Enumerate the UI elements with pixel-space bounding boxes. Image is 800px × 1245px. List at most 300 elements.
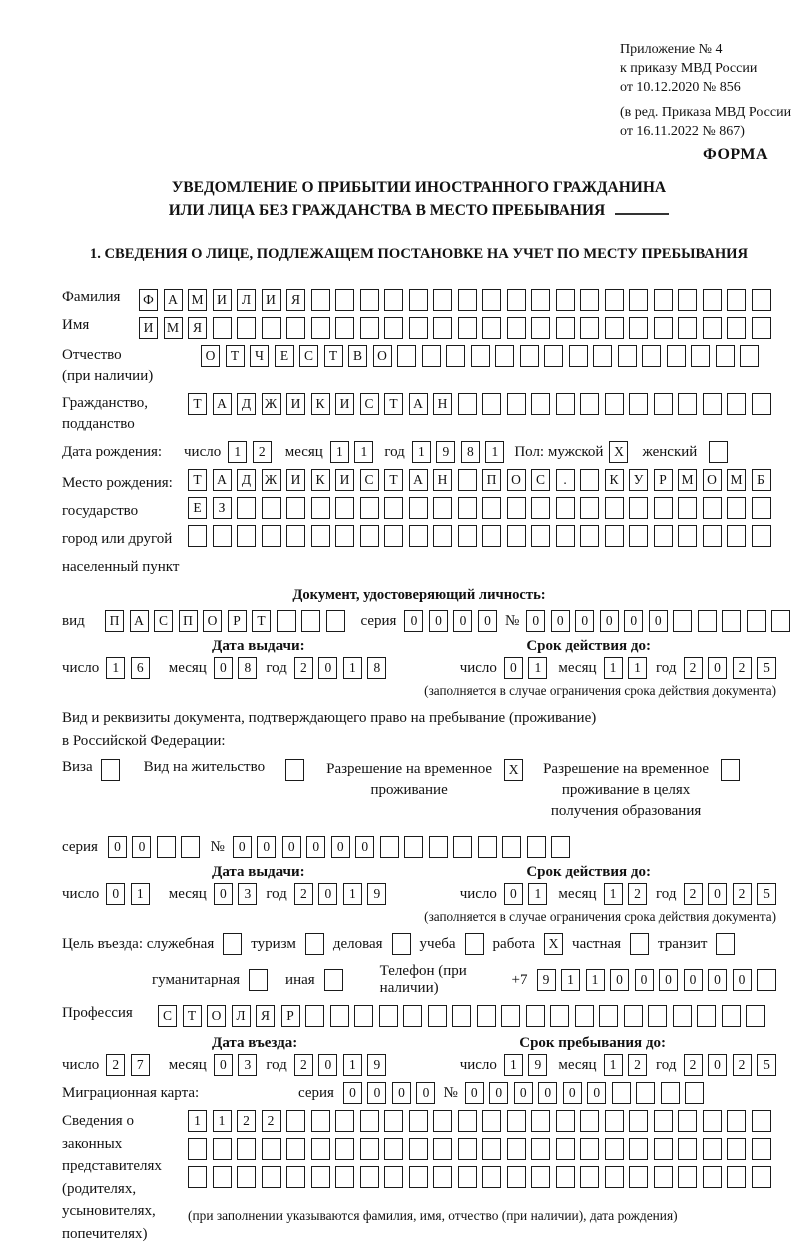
char-cell[interactable]	[556, 1138, 575, 1160]
char-cell[interactable]: 2	[684, 1054, 703, 1076]
char-cell[interactable]: О	[207, 1005, 226, 1027]
char-cell[interactable]: Л	[237, 289, 256, 311]
char-cell[interactable]: 0	[214, 1054, 233, 1076]
char-cell[interactable]	[531, 289, 550, 311]
char-cell[interactable]	[703, 1138, 722, 1160]
char-cell[interactable]	[722, 1005, 741, 1027]
char-cell[interactable]	[752, 317, 771, 339]
char-cell[interactable]: И	[286, 393, 305, 415]
char-cell[interactable]	[629, 317, 648, 339]
char-cell[interactable]	[612, 1082, 631, 1104]
char-cell[interactable]	[678, 525, 697, 547]
char-cell[interactable]	[629, 393, 648, 415]
char-cell[interactable]	[630, 933, 649, 955]
char-cell[interactable]	[716, 345, 735, 367]
char-cell[interactable]	[237, 317, 256, 339]
char-cell[interactable]	[618, 345, 637, 367]
char-cell[interactable]: 1	[604, 657, 623, 679]
char-cell[interactable]: С	[531, 469, 550, 491]
char-cell[interactable]	[482, 1166, 501, 1188]
char-cell[interactable]: А	[213, 469, 232, 491]
char-cell[interactable]	[465, 933, 484, 955]
char-cell[interactable]	[654, 497, 673, 519]
char-cell[interactable]	[531, 525, 550, 547]
char-cell[interactable]: Я	[286, 289, 305, 311]
char-cell[interactable]: 0	[132, 836, 151, 858]
char-cell[interactable]	[237, 1166, 256, 1188]
char-cell[interactable]: З	[213, 497, 232, 519]
char-cell[interactable]: 0	[538, 1082, 557, 1104]
char-cell[interactable]	[716, 933, 735, 955]
char-cell[interactable]	[286, 525, 305, 547]
char-cell[interactable]: 2	[628, 1054, 647, 1076]
char-cell[interactable]	[703, 393, 722, 415]
char-cell[interactable]	[213, 1166, 232, 1188]
char-cell[interactable]	[285, 759, 304, 781]
char-cell[interactable]: О	[201, 345, 220, 367]
char-cell[interactable]: П	[105, 610, 124, 632]
char-cell[interactable]: Р	[281, 1005, 300, 1027]
char-cell[interactable]: X	[504, 759, 523, 781]
char-cell[interactable]: С	[360, 469, 379, 491]
char-cell[interactable]	[458, 1166, 477, 1188]
char-cell[interactable]	[392, 933, 411, 955]
char-cell[interactable]	[458, 469, 477, 491]
char-cell[interactable]	[458, 393, 477, 415]
char-cell[interactable]	[673, 610, 692, 632]
char-cell[interactable]	[678, 393, 697, 415]
char-cell[interactable]	[747, 610, 766, 632]
char-cell[interactable]	[569, 345, 588, 367]
char-cell[interactable]	[673, 1005, 692, 1027]
char-cell[interactable]: Ж	[262, 469, 281, 491]
char-cell[interactable]	[335, 317, 354, 339]
char-cell[interactable]	[667, 345, 686, 367]
char-cell[interactable]: Я	[188, 317, 207, 339]
char-cell[interactable]: 0	[465, 1082, 484, 1104]
char-cell[interactable]	[654, 317, 673, 339]
char-cell[interactable]: А	[409, 393, 428, 415]
char-cell[interactable]	[752, 1110, 771, 1132]
char-cell[interactable]	[237, 497, 256, 519]
char-cell[interactable]	[157, 836, 176, 858]
char-cell[interactable]: П	[179, 610, 198, 632]
char-cell[interactable]	[409, 1166, 428, 1188]
char-cell[interactable]: 1	[528, 657, 547, 679]
char-cell[interactable]: Е	[188, 497, 207, 519]
char-cell[interactable]	[685, 1082, 704, 1104]
char-cell[interactable]	[507, 497, 526, 519]
char-cell[interactable]: М	[678, 469, 697, 491]
char-cell[interactable]	[648, 1005, 667, 1027]
char-cell[interactable]	[507, 1166, 526, 1188]
char-cell[interactable]	[433, 1110, 452, 1132]
char-cell[interactable]	[482, 1138, 501, 1160]
char-cell[interactable]	[409, 525, 428, 547]
char-cell[interactable]: Л	[232, 1005, 251, 1027]
char-cell[interactable]: У	[629, 469, 648, 491]
char-cell[interactable]	[678, 1138, 697, 1160]
char-cell[interactable]: Ж	[262, 393, 281, 415]
char-cell[interactable]: 0	[526, 610, 545, 632]
char-cell[interactable]	[642, 345, 661, 367]
char-cell[interactable]: 0	[684, 969, 703, 991]
char-cell[interactable]	[458, 1138, 477, 1160]
char-cell[interactable]	[384, 317, 403, 339]
char-cell[interactable]	[501, 1005, 520, 1027]
char-cell[interactable]	[654, 1166, 673, 1188]
char-cell[interactable]: 2	[684, 657, 703, 679]
char-cell[interactable]	[409, 497, 428, 519]
char-cell[interactable]	[605, 1110, 624, 1132]
char-cell[interactable]: 0	[214, 657, 233, 679]
char-cell[interactable]	[531, 1166, 550, 1188]
char-cell[interactable]: 0	[504, 657, 523, 679]
char-cell[interactable]	[526, 1005, 545, 1027]
char-cell[interactable]	[752, 525, 771, 547]
char-cell[interactable]	[249, 969, 268, 991]
char-cell[interactable]: О	[507, 469, 526, 491]
char-cell[interactable]: С	[360, 393, 379, 415]
char-cell[interactable]	[403, 1005, 422, 1027]
char-cell[interactable]	[575, 1005, 594, 1027]
char-cell[interactable]	[727, 317, 746, 339]
char-cell[interactable]: Т	[188, 469, 207, 491]
char-cell[interactable]: X	[544, 933, 563, 955]
char-cell[interactable]: 0	[367, 1082, 386, 1104]
char-cell[interactable]	[629, 525, 648, 547]
char-cell[interactable]	[709, 441, 728, 463]
char-cell[interactable]	[262, 1166, 281, 1188]
char-cell[interactable]: С	[299, 345, 318, 367]
char-cell[interactable]	[599, 1005, 618, 1027]
char-cell[interactable]	[360, 1110, 379, 1132]
char-cell[interactable]	[605, 1138, 624, 1160]
char-cell[interactable]	[262, 1138, 281, 1160]
char-cell[interactable]: Е	[275, 345, 294, 367]
char-cell[interactable]	[213, 1138, 232, 1160]
char-cell[interactable]	[580, 393, 599, 415]
char-cell[interactable]: 1	[343, 1054, 362, 1076]
char-cell[interactable]	[384, 525, 403, 547]
char-cell[interactable]	[324, 969, 343, 991]
char-cell[interactable]: 1	[604, 883, 623, 905]
char-cell[interactable]	[740, 345, 759, 367]
char-cell[interactable]: 0	[551, 610, 570, 632]
char-cell[interactable]: 9	[528, 1054, 547, 1076]
char-cell[interactable]	[311, 525, 330, 547]
char-cell[interactable]	[746, 1005, 765, 1027]
char-cell[interactable]: 0	[733, 969, 752, 991]
char-cell[interactable]: 1	[354, 441, 373, 463]
char-cell[interactable]: 0	[635, 969, 654, 991]
char-cell[interactable]	[286, 1110, 305, 1132]
char-cell[interactable]	[330, 1005, 349, 1027]
char-cell[interactable]: 1	[188, 1110, 207, 1132]
char-cell[interactable]: 1	[131, 883, 150, 905]
char-cell[interactable]	[433, 525, 452, 547]
char-cell[interactable]	[453, 836, 472, 858]
char-cell[interactable]	[507, 289, 526, 311]
char-cell[interactable]	[703, 525, 722, 547]
char-cell[interactable]: Т	[384, 393, 403, 415]
char-cell[interactable]: 0	[404, 610, 423, 632]
char-cell[interactable]: 0	[214, 883, 233, 905]
char-cell[interactable]	[335, 497, 354, 519]
char-cell[interactable]	[556, 497, 575, 519]
char-cell[interactable]	[580, 317, 599, 339]
char-cell[interactable]	[379, 1005, 398, 1027]
char-cell[interactable]	[654, 289, 673, 311]
char-cell[interactable]	[580, 1166, 599, 1188]
char-cell[interactable]: Т	[226, 345, 245, 367]
char-cell[interactable]	[433, 1166, 452, 1188]
char-cell[interactable]	[262, 525, 281, 547]
char-cell[interactable]: К	[605, 469, 624, 491]
char-cell[interactable]	[458, 525, 477, 547]
char-cell[interactable]	[654, 525, 673, 547]
char-cell[interactable]: 1	[228, 441, 247, 463]
char-cell[interactable]: 0	[331, 836, 350, 858]
char-cell[interactable]	[429, 836, 448, 858]
char-cell[interactable]: 0	[392, 1082, 411, 1104]
char-cell[interactable]	[311, 1166, 330, 1188]
char-cell[interactable]	[384, 289, 403, 311]
char-cell[interactable]	[311, 317, 330, 339]
char-cell[interactable]	[428, 1005, 447, 1027]
char-cell[interactable]: 1	[412, 441, 431, 463]
char-cell[interactable]	[409, 1138, 428, 1160]
char-cell[interactable]	[727, 393, 746, 415]
char-cell[interactable]	[477, 1005, 496, 1027]
char-cell[interactable]: Т	[183, 1005, 202, 1027]
char-cell[interactable]	[697, 1005, 716, 1027]
char-cell[interactable]: 2	[684, 883, 703, 905]
char-cell[interactable]	[629, 1138, 648, 1160]
char-cell[interactable]	[101, 759, 120, 781]
char-cell[interactable]	[544, 345, 563, 367]
char-cell[interactable]	[629, 289, 648, 311]
char-cell[interactable]	[237, 525, 256, 547]
char-cell[interactable]	[550, 1005, 569, 1027]
char-cell[interactable]	[727, 1138, 746, 1160]
char-cell[interactable]	[335, 1166, 354, 1188]
char-cell[interactable]: 2	[294, 883, 313, 905]
char-cell[interactable]: 0	[563, 1082, 582, 1104]
char-cell[interactable]: И	[286, 469, 305, 491]
char-cell[interactable]	[409, 289, 428, 311]
char-cell[interactable]	[556, 289, 575, 311]
char-cell[interactable]	[433, 1138, 452, 1160]
char-cell[interactable]	[580, 525, 599, 547]
char-cell[interactable]: Р	[654, 469, 673, 491]
char-cell[interactable]: 0	[575, 610, 594, 632]
char-cell[interactable]: 0	[708, 1054, 727, 1076]
char-cell[interactable]: 0	[624, 610, 643, 632]
char-cell[interactable]: 8	[367, 657, 386, 679]
char-cell[interactable]	[703, 289, 722, 311]
char-cell[interactable]: 1	[586, 969, 605, 991]
char-cell[interactable]: А	[164, 289, 183, 311]
char-cell[interactable]: К	[311, 469, 330, 491]
char-cell[interactable]: 5	[757, 657, 776, 679]
char-cell[interactable]: С	[158, 1005, 177, 1027]
char-cell[interactable]	[580, 469, 599, 491]
char-cell[interactable]	[482, 289, 501, 311]
char-cell[interactable]: И	[139, 317, 158, 339]
char-cell[interactable]	[752, 289, 771, 311]
char-cell[interactable]: 0	[416, 1082, 435, 1104]
char-cell[interactable]: 2	[628, 883, 647, 905]
char-cell[interactable]	[551, 836, 570, 858]
char-cell[interactable]: 0	[489, 1082, 508, 1104]
char-cell[interactable]: 1	[528, 883, 547, 905]
char-cell[interactable]	[188, 525, 207, 547]
char-cell[interactable]: 0	[355, 836, 374, 858]
char-cell[interactable]: 2	[294, 657, 313, 679]
char-cell[interactable]: 2	[733, 1054, 752, 1076]
char-cell[interactable]	[305, 1005, 324, 1027]
char-cell[interactable]: 8	[238, 657, 257, 679]
char-cell[interactable]: 0	[343, 1082, 362, 1104]
char-cell[interactable]	[727, 1110, 746, 1132]
char-cell[interactable]: С	[154, 610, 173, 632]
char-cell[interactable]	[286, 497, 305, 519]
char-cell[interactable]	[213, 525, 232, 547]
char-cell[interactable]: 0	[708, 657, 727, 679]
char-cell[interactable]	[471, 345, 490, 367]
char-cell[interactable]: .	[556, 469, 575, 491]
char-cell[interactable]: Т	[384, 469, 403, 491]
char-cell[interactable]: 8	[461, 441, 480, 463]
char-cell[interactable]: 1	[485, 441, 504, 463]
char-cell[interactable]	[360, 317, 379, 339]
char-cell[interactable]: О	[703, 469, 722, 491]
char-cell[interactable]	[482, 393, 501, 415]
char-cell[interactable]: А	[130, 610, 149, 632]
char-cell[interactable]	[482, 525, 501, 547]
char-cell[interactable]	[311, 289, 330, 311]
char-cell[interactable]	[286, 1138, 305, 1160]
char-cell[interactable]: Н	[433, 393, 452, 415]
char-cell[interactable]: Д	[237, 469, 256, 491]
char-cell[interactable]	[326, 610, 345, 632]
char-cell[interactable]	[384, 1166, 403, 1188]
char-cell[interactable]: 1	[604, 1054, 623, 1076]
char-cell[interactable]	[727, 497, 746, 519]
char-cell[interactable]	[678, 497, 697, 519]
char-cell[interactable]	[433, 289, 452, 311]
char-cell[interactable]	[507, 393, 526, 415]
char-cell[interactable]	[181, 836, 200, 858]
char-cell[interactable]	[286, 317, 305, 339]
char-cell[interactable]	[691, 345, 710, 367]
char-cell[interactable]: 0	[587, 1082, 606, 1104]
char-cell[interactable]: 0	[108, 836, 127, 858]
char-cell[interactable]	[678, 1166, 697, 1188]
char-cell[interactable]	[752, 1138, 771, 1160]
char-cell[interactable]: 0	[233, 836, 252, 858]
char-cell[interactable]: Б	[752, 469, 771, 491]
char-cell[interactable]: 5	[757, 883, 776, 905]
char-cell[interactable]: X	[609, 441, 628, 463]
char-cell[interactable]: 9	[436, 441, 455, 463]
char-cell[interactable]	[752, 1166, 771, 1188]
char-cell[interactable]: Н	[433, 469, 452, 491]
char-cell[interactable]	[384, 1138, 403, 1160]
char-cell[interactable]	[722, 610, 741, 632]
char-cell[interactable]	[752, 497, 771, 519]
char-cell[interactable]: Т	[188, 393, 207, 415]
char-cell[interactable]: 0	[318, 883, 337, 905]
char-cell[interactable]	[556, 1110, 575, 1132]
char-cell[interactable]	[703, 317, 722, 339]
char-cell[interactable]	[380, 836, 399, 858]
char-cell[interactable]	[311, 497, 330, 519]
char-cell[interactable]	[502, 836, 521, 858]
char-cell[interactable]	[605, 1166, 624, 1188]
char-cell[interactable]	[452, 1005, 471, 1027]
char-cell[interactable]: И	[335, 469, 354, 491]
char-cell[interactable]: О	[373, 345, 392, 367]
char-cell[interactable]: П	[482, 469, 501, 491]
char-cell[interactable]	[409, 1110, 428, 1132]
char-cell[interactable]: 0	[478, 610, 497, 632]
char-cell[interactable]	[458, 497, 477, 519]
char-cell[interactable]	[727, 1166, 746, 1188]
char-cell[interactable]	[678, 317, 697, 339]
char-cell[interactable]	[360, 1166, 379, 1188]
char-cell[interactable]: 0	[610, 969, 629, 991]
char-cell[interactable]	[433, 317, 452, 339]
char-cell[interactable]	[531, 497, 550, 519]
char-cell[interactable]	[286, 1166, 305, 1188]
char-cell[interactable]: 2	[262, 1110, 281, 1132]
char-cell[interactable]	[458, 317, 477, 339]
char-cell[interactable]: 0	[429, 610, 448, 632]
char-cell[interactable]: М	[727, 469, 746, 491]
char-cell[interactable]: 1	[343, 657, 362, 679]
char-cell[interactable]	[335, 1110, 354, 1132]
char-cell[interactable]	[237, 1138, 256, 1160]
char-cell[interactable]	[629, 1166, 648, 1188]
char-cell[interactable]: 9	[367, 883, 386, 905]
char-cell[interactable]	[531, 1110, 550, 1132]
char-cell[interactable]: Я	[256, 1005, 275, 1027]
char-cell[interactable]	[678, 1110, 697, 1132]
char-cell[interactable]	[654, 1110, 673, 1132]
char-cell[interactable]	[678, 289, 697, 311]
char-cell[interactable]	[433, 497, 452, 519]
char-cell[interactable]: 2	[294, 1054, 313, 1076]
char-cell[interactable]	[698, 610, 717, 632]
char-cell[interactable]: И	[213, 289, 232, 311]
char-cell[interactable]	[188, 1138, 207, 1160]
char-cell[interactable]: 1	[561, 969, 580, 991]
char-cell[interactable]	[213, 317, 232, 339]
char-cell[interactable]: 1	[628, 657, 647, 679]
char-cell[interactable]: 0	[306, 836, 325, 858]
char-cell[interactable]: 1	[330, 441, 349, 463]
char-cell[interactable]	[404, 836, 423, 858]
char-cell[interactable]: 0	[318, 1054, 337, 1076]
char-cell[interactable]	[527, 836, 546, 858]
char-cell[interactable]	[335, 525, 354, 547]
char-cell[interactable]	[605, 289, 624, 311]
char-cell[interactable]	[384, 497, 403, 519]
char-cell[interactable]	[624, 1005, 643, 1027]
char-cell[interactable]: 6	[131, 657, 150, 679]
